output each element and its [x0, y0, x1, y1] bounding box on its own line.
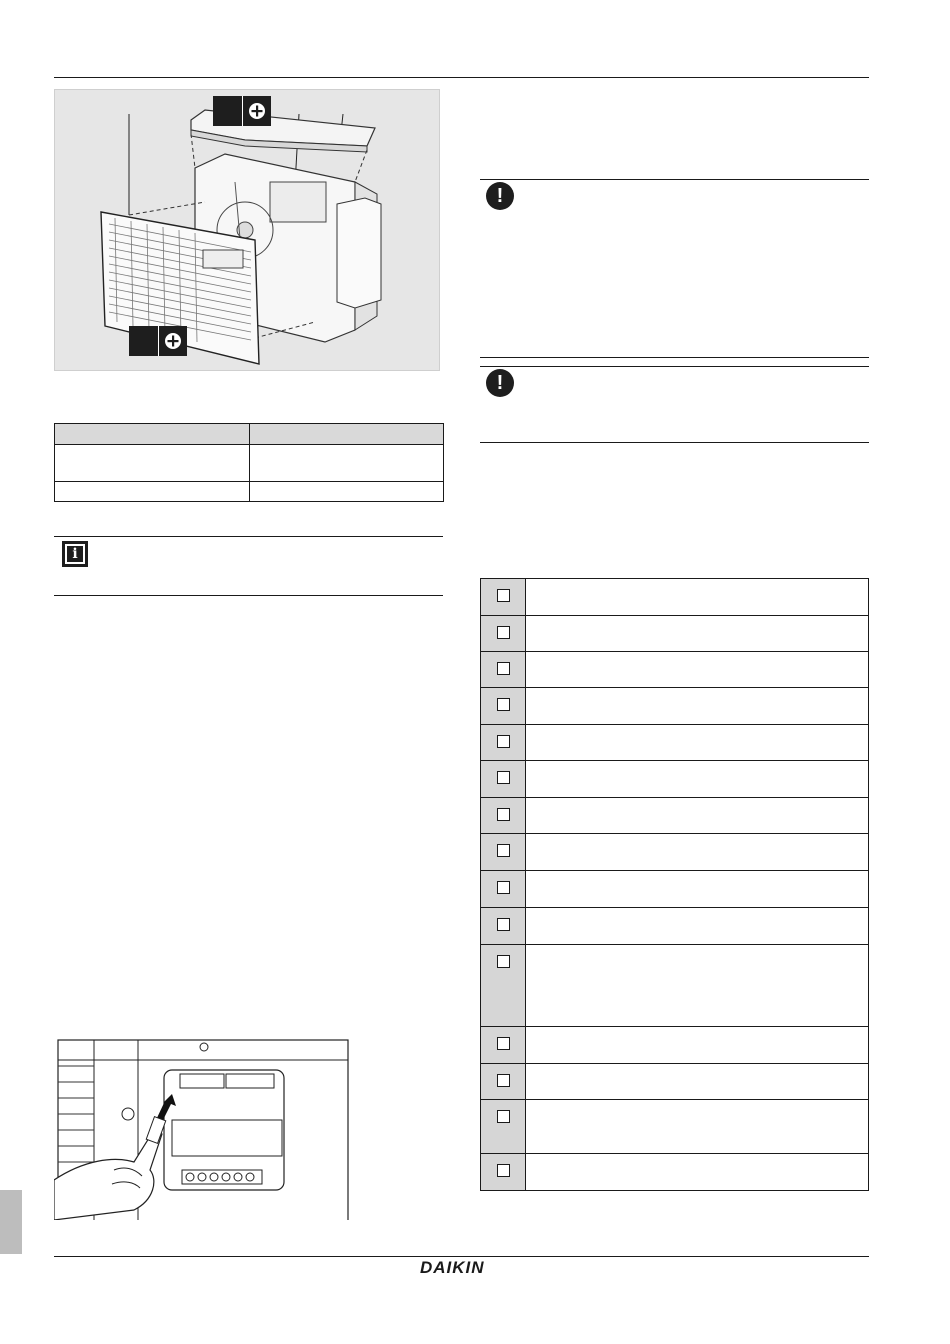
checklist-row: [481, 579, 868, 616]
outdoor-unit-drawing: [55, 90, 441, 372]
screw-badge-bottom: [129, 326, 187, 356]
spec-table: [54, 423, 444, 502]
checklist-row: [481, 688, 868, 725]
checkbox[interactable]: [497, 662, 510, 675]
checklist-row: [481, 908, 868, 945]
chapter-side-tab: [0, 1190, 22, 1254]
checklist-row: [481, 1064, 868, 1100]
checklist-table: [480, 578, 869, 1191]
checklist-row: [481, 945, 868, 1027]
warning-notice-bottom-rule: [480, 442, 869, 443]
checklist-row: [481, 798, 868, 834]
checkbox[interactable]: [497, 955, 510, 968]
info-notice-bottom-rule: [54, 595, 443, 596]
checkbox[interactable]: [497, 1110, 510, 1123]
screw-badge-top: [213, 96, 271, 126]
checkbox[interactable]: [497, 844, 510, 857]
warning-notice-top-rule: [480, 179, 869, 180]
checklist-row: [481, 616, 868, 652]
warning-notice-top-rule: [480, 366, 869, 367]
checkbox[interactable]: [497, 735, 510, 748]
info-icon: i: [62, 541, 88, 567]
checkbox[interactable]: [497, 589, 510, 602]
warning-notice-bottom-rule: [480, 357, 869, 358]
table-row: [55, 482, 444, 502]
checklist-row: [481, 725, 868, 761]
checklist-row: [481, 1100, 868, 1154]
checklist-row: [481, 1027, 868, 1064]
checklist-row: [481, 761, 868, 798]
checkbox[interactable]: [497, 771, 510, 784]
checkbox[interactable]: [497, 626, 510, 639]
connector-drawing: [54, 1030, 354, 1220]
checkbox[interactable]: [497, 881, 510, 894]
checklist-row: [481, 834, 868, 871]
warning-icon: !: [486, 182, 514, 210]
checkbox[interactable]: [497, 918, 510, 931]
header-rule: [54, 77, 869, 78]
checkbox[interactable]: [497, 808, 510, 821]
table-header-row: [55, 424, 444, 445]
checklist-row: [481, 652, 868, 688]
checkbox[interactable]: [497, 698, 510, 711]
checkbox[interactable]: [497, 1074, 510, 1087]
checkbox[interactable]: [497, 1164, 510, 1177]
footer-rule: [54, 1256, 869, 1257]
connector-insertion-figure: [54, 1030, 354, 1220]
warning-icon: !: [486, 369, 514, 397]
checkbox[interactable]: [497, 1037, 510, 1050]
outdoor-unit-exploded-figure: [54, 89, 440, 371]
table-row: [55, 445, 444, 482]
checklist-row: [481, 1154, 868, 1190]
phillips-screwdriver-icon: [242, 96, 272, 126]
checklist-row: [481, 871, 868, 908]
info-notice-top-rule: [54, 536, 443, 537]
phillips-screwdriver-icon: [158, 326, 188, 356]
daikin-logo: DAIKIN: [420, 1258, 485, 1277]
